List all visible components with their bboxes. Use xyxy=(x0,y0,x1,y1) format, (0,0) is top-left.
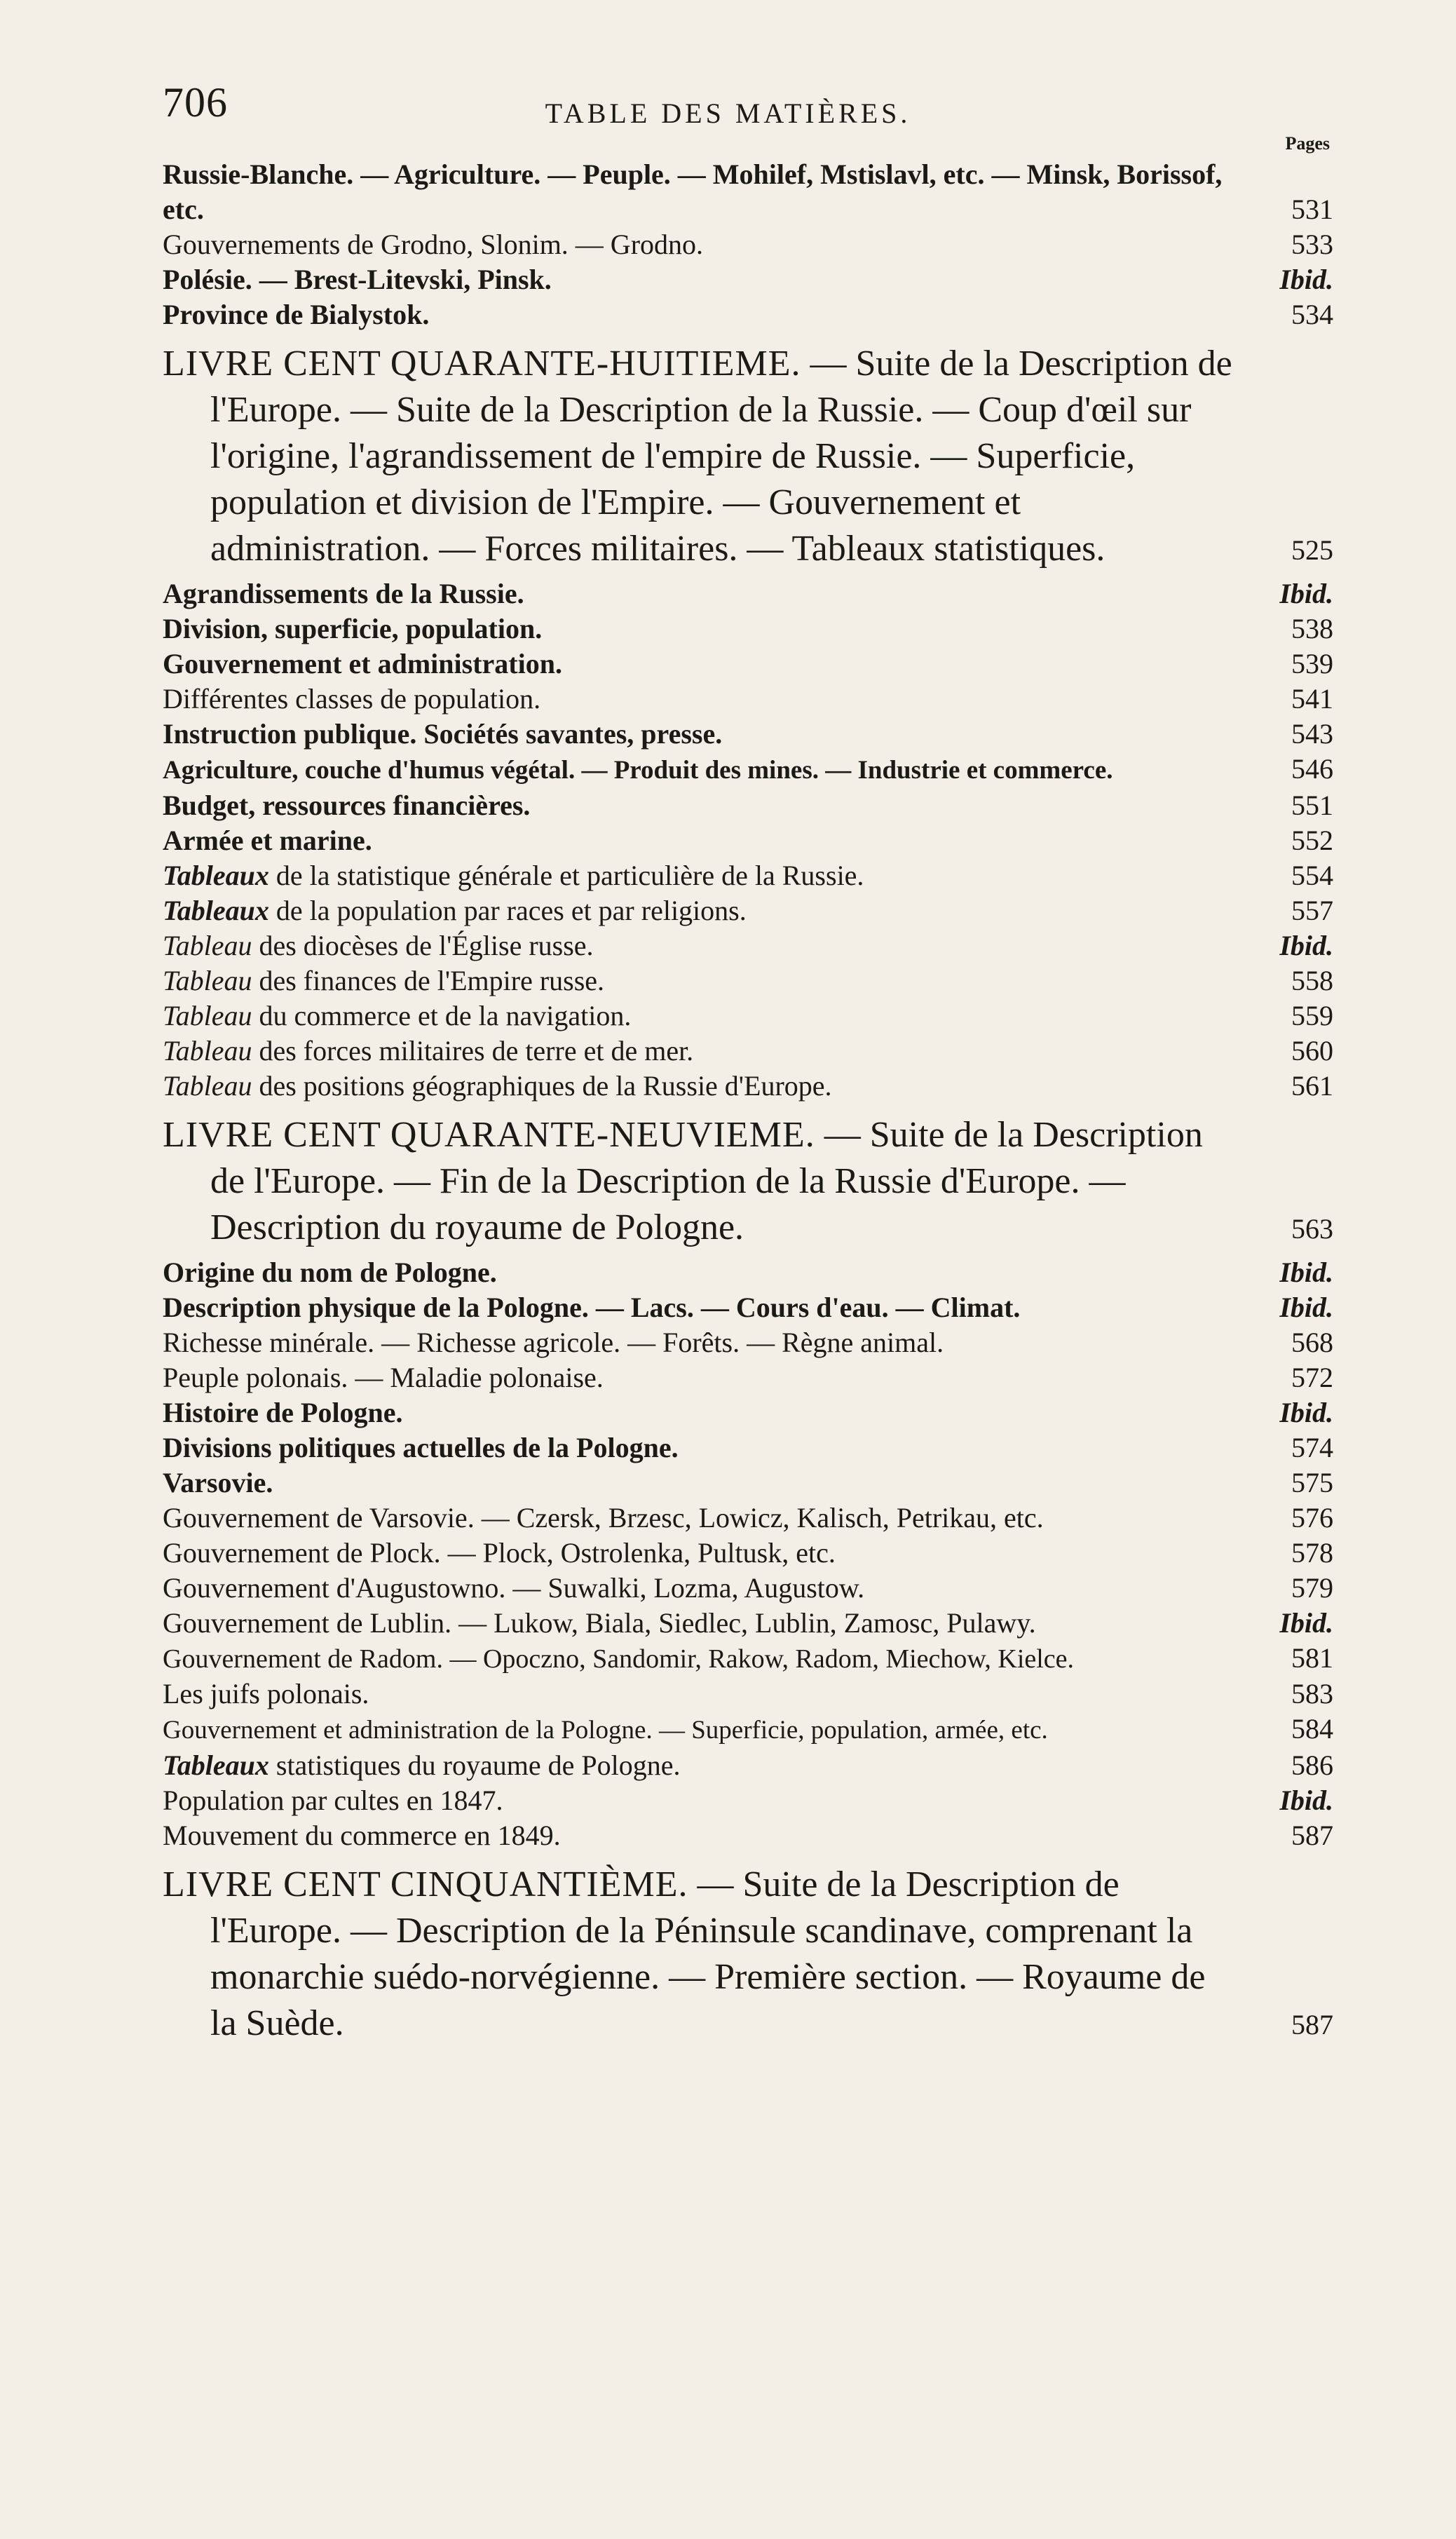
entry-title: Mouvement du commerce en 1849. xyxy=(163,1820,561,1851)
entry-page: 559 xyxy=(1291,1000,1333,1031)
entry-rest: des positions géographiques de la Russie d'Europe. xyxy=(252,1070,832,1102)
entry-title: Instruction publique. Sociétés savantes, presse. xyxy=(163,718,723,750)
entry-page: 578 xyxy=(1291,1537,1333,1569)
entry-page: 539 xyxy=(1291,648,1333,679)
toc-entry xyxy=(163,262,1333,297)
entry-page: 531 xyxy=(1291,194,1333,225)
entry-title: Gouvernement d'Augustowno. — Suwalki, Lozma, Augustow. xyxy=(163,1572,865,1604)
book-heading xyxy=(163,1112,1333,1251)
entry-title: Division, superficie, population. xyxy=(163,613,543,644)
entry-title: Agrandissements de la Russie. xyxy=(163,578,524,609)
entry-page: 583 xyxy=(1291,1678,1333,1709)
toc-entry xyxy=(163,893,1333,928)
entry-rest: de la statistique générale et particulière de la Russie. xyxy=(268,860,864,891)
entry-rest: des finances de l'Empire russe. xyxy=(252,965,605,996)
table-of-contents xyxy=(163,157,1333,2051)
toc-entry xyxy=(163,646,1333,682)
toc-entry xyxy=(163,1536,1333,1571)
entry-page: 576 xyxy=(1291,1502,1333,1533)
book-heading-text xyxy=(163,341,1256,572)
toc-entry xyxy=(163,1325,1333,1360)
entry-page: Ibid. xyxy=(1279,1607,1333,1639)
entry-page: Ibid. xyxy=(1279,1257,1333,1288)
toc-entry xyxy=(163,1748,1333,1783)
entry-title: Gouvernement de Radom. — Opoczno, Sandomir, Rakow, Radom, Miechow, Kielce. xyxy=(163,1644,1075,1674)
book-title: LIVRE CENT CINQUANTIÈME. xyxy=(163,1864,688,1904)
entry-title: Peuple polonais. — Maladie polonaise. xyxy=(163,1362,604,1393)
entry-page: 543 xyxy=(1291,718,1333,750)
entry-lead: Tableau xyxy=(163,1000,252,1031)
entry-page: 560 xyxy=(1291,1035,1333,1067)
entry-title: Histoire de Pologne. xyxy=(163,1397,403,1428)
entry-page: Ibid. xyxy=(1279,930,1333,961)
entry-page: 538 xyxy=(1291,613,1333,644)
entry-title: Armée et marine. xyxy=(163,825,372,856)
entry-page: 534 xyxy=(1291,299,1333,330)
entry-page: 561 xyxy=(1291,1070,1333,1102)
book-title: LIVRE CENT QUARANTE-NEUVIEME. xyxy=(163,1115,815,1155)
running-head: TABLE DES MATIÈRES. xyxy=(545,97,911,129)
toc-entry xyxy=(163,611,1333,646)
entry-rest: statistiques du royaume de Pologne. xyxy=(268,1749,681,1781)
entry-page: 574 xyxy=(1291,1432,1333,1463)
entry-page: 579 xyxy=(1291,1572,1333,1604)
toc-entry xyxy=(163,752,1333,788)
entry-page: Ibid. xyxy=(1279,1292,1333,1323)
entry-page: Ibid. xyxy=(1279,578,1333,609)
entry-title: Origine du nom de Pologne. xyxy=(163,1257,497,1288)
entry-page: 533 xyxy=(1291,229,1333,260)
entry-title xyxy=(163,858,1256,893)
entry-title: Gouvernement de Lublin. — Lukow, Biala, Siedlec, Lublin, Zamosc, Pulawy. xyxy=(163,1607,1036,1639)
entry-page: 572 xyxy=(1291,1362,1333,1393)
toc-entry xyxy=(163,1034,1333,1069)
book-heading-text xyxy=(163,1112,1256,1251)
entry-page: 546 xyxy=(1291,753,1333,785)
book-heading xyxy=(163,341,1333,572)
entry-lead: Tableaux xyxy=(163,860,269,891)
toc-entry xyxy=(163,1641,1333,1677)
entry-title: Gouvernement et administration de la Pologne. — Superficie, population, armée, etc. xyxy=(163,1716,1048,1745)
entry-title: Province de Bialystok. xyxy=(163,299,430,330)
entry-page: 563 xyxy=(1291,1213,1333,1245)
entry-title: Varsovie. xyxy=(163,1467,273,1498)
toc-entry xyxy=(163,1465,1333,1501)
toc-entry xyxy=(163,823,1333,858)
entry-title xyxy=(163,963,1256,998)
entry-lead: Tableaux xyxy=(163,1749,269,1781)
entry-page: 587 xyxy=(1291,2009,1333,2040)
toc-entry xyxy=(163,576,1333,611)
book-title: LIVRE CENT QUARANTE-HUITIEME. xyxy=(163,344,801,384)
toc-entry xyxy=(163,1712,1333,1748)
toc-entry xyxy=(163,1255,1333,1290)
entry-title: Description physique de la Pologne. — Lacs. — Cours d'eau. — Climat. xyxy=(163,1292,1021,1323)
page-number: 706 xyxy=(163,79,228,126)
entry-page: 581 xyxy=(1291,1642,1333,1674)
toc-entry xyxy=(163,1606,1333,1641)
book-description: — Suite de la Description de l'Europe. — Suite de la Description de la Russie. — Coup d'œil sur l'origine, l'agrandissement de l'empire de Russie. — Superficie, population et division de l'Empire. — Gouvernement et administration. — Forces militaires. — Tableaux statistiques. xyxy=(210,344,1232,569)
entry-page: 558 xyxy=(1291,965,1333,996)
toc-entry xyxy=(163,1501,1333,1536)
book-heading xyxy=(163,1862,1333,2047)
entry-rest: de la population par races et par religions. xyxy=(268,895,747,926)
toc-entry xyxy=(163,1395,1333,1430)
entry-page: 525 xyxy=(1291,534,1333,566)
entry-title: Divisions politiques actuelles de la Pologne. xyxy=(163,1432,679,1463)
entry-title: Polésie. — Brest-Litevski, Pinsk. xyxy=(163,264,552,295)
entry-page: 557 xyxy=(1291,895,1333,926)
entry-title xyxy=(163,998,1256,1034)
entry-page: 586 xyxy=(1291,1749,1333,1781)
book-heading-text xyxy=(163,1862,1256,2047)
entry-title xyxy=(163,893,1256,928)
book-description: — Suite de la Description de l'Europe. — Description de la Péninsule scandinave, comprenant la monarchie suédo-norvégienne. — Première section. — Royaume de la Suède. xyxy=(210,1864,1206,2043)
entry-lead: Tableau xyxy=(163,930,252,961)
toc-entry xyxy=(163,788,1333,823)
toc-entry xyxy=(163,1430,1333,1465)
entry-title xyxy=(163,1748,1256,1783)
entry-title: Différentes classes de population. xyxy=(163,683,541,715)
entry-lead: Tableau xyxy=(163,965,252,996)
entry-page: 568 xyxy=(1291,1327,1333,1358)
toc-entry xyxy=(163,717,1333,752)
toc-entry xyxy=(163,1571,1333,1606)
entry-title: Budget, ressources financières. xyxy=(163,790,531,821)
entry-rest: du commerce et de la navigation. xyxy=(252,1000,632,1031)
entry-rest: des diocèses de l'Église russe. xyxy=(252,930,594,961)
toc-entry xyxy=(163,1818,1333,1853)
entry-title xyxy=(163,928,1256,963)
toc-entry xyxy=(163,1677,1333,1712)
toc-entry xyxy=(163,227,1333,262)
entry-title: Les juifs polonais. xyxy=(163,1678,369,1709)
entry-page: Ibid. xyxy=(1279,264,1333,295)
toc-entry xyxy=(163,1069,1333,1104)
entry-title: Richesse minérale. — Richesse agricole. — Forêts. — Règne animal. xyxy=(163,1327,944,1358)
entry-title xyxy=(163,1034,1256,1069)
entry-title xyxy=(163,1069,1256,1104)
entry-title: Agriculture, couche d'humus végétal. — Produit des mines. — Industrie et commerce. xyxy=(163,756,1113,785)
toc-entry xyxy=(163,928,1333,963)
entry-lead: Tableau xyxy=(163,1070,252,1102)
entry-page: 575 xyxy=(1291,1467,1333,1498)
entry-page: Ibid. xyxy=(1279,1785,1333,1816)
entry-title: Gouvernement de Varsovie. — Czersk, Brzesc, Lowicz, Kalisch, Petrikau, etc. xyxy=(163,1502,1044,1533)
toc-entry xyxy=(163,682,1333,717)
entry-title: Gouvernement de Plock. — Plock, Ostrolenka, Pultusk, etc. xyxy=(163,1537,836,1569)
entry-page: 552 xyxy=(1291,825,1333,856)
entry-page: 554 xyxy=(1291,860,1333,891)
toc-entry xyxy=(163,963,1333,998)
book-description: — Suite de la Description de l'Europe. — Fin de la Description de la Russie d'Europe. — Description du royaume de Pologne. xyxy=(210,1115,1203,1247)
entry-lead: Tableau xyxy=(163,1035,252,1067)
toc-entry xyxy=(163,998,1333,1034)
toc-entry xyxy=(163,1290,1333,1325)
entry-title: Gouvernement et administration. xyxy=(163,648,562,679)
pages-column-label: Pages xyxy=(1285,133,1330,154)
entry-page: 587 xyxy=(1291,1820,1333,1851)
toc-entry xyxy=(163,297,1333,332)
entry-title: Russie-Blanche. — Agriculture. — Peuple. — Mohilef, Mstislavl, etc. — Minsk, Borissof, etc. xyxy=(163,158,1223,225)
entry-title: Population par cultes en 1847. xyxy=(163,1785,503,1816)
entry-rest: des forces militaires de terre et de mer. xyxy=(252,1035,694,1067)
toc-entry xyxy=(163,157,1333,227)
toc-entry xyxy=(163,1783,1333,1818)
entry-page: 551 xyxy=(1291,790,1333,821)
entry-title: Gouvernements de Grodno, Slonim. — Grodno. xyxy=(163,229,704,260)
toc-entry xyxy=(163,1360,1333,1395)
toc-entry xyxy=(163,858,1333,893)
entry-lead: Tableaux xyxy=(163,895,269,926)
entry-page: Ibid. xyxy=(1279,1397,1333,1428)
entry-page: 584 xyxy=(1291,1713,1333,1745)
entry-page: 541 xyxy=(1291,683,1333,715)
